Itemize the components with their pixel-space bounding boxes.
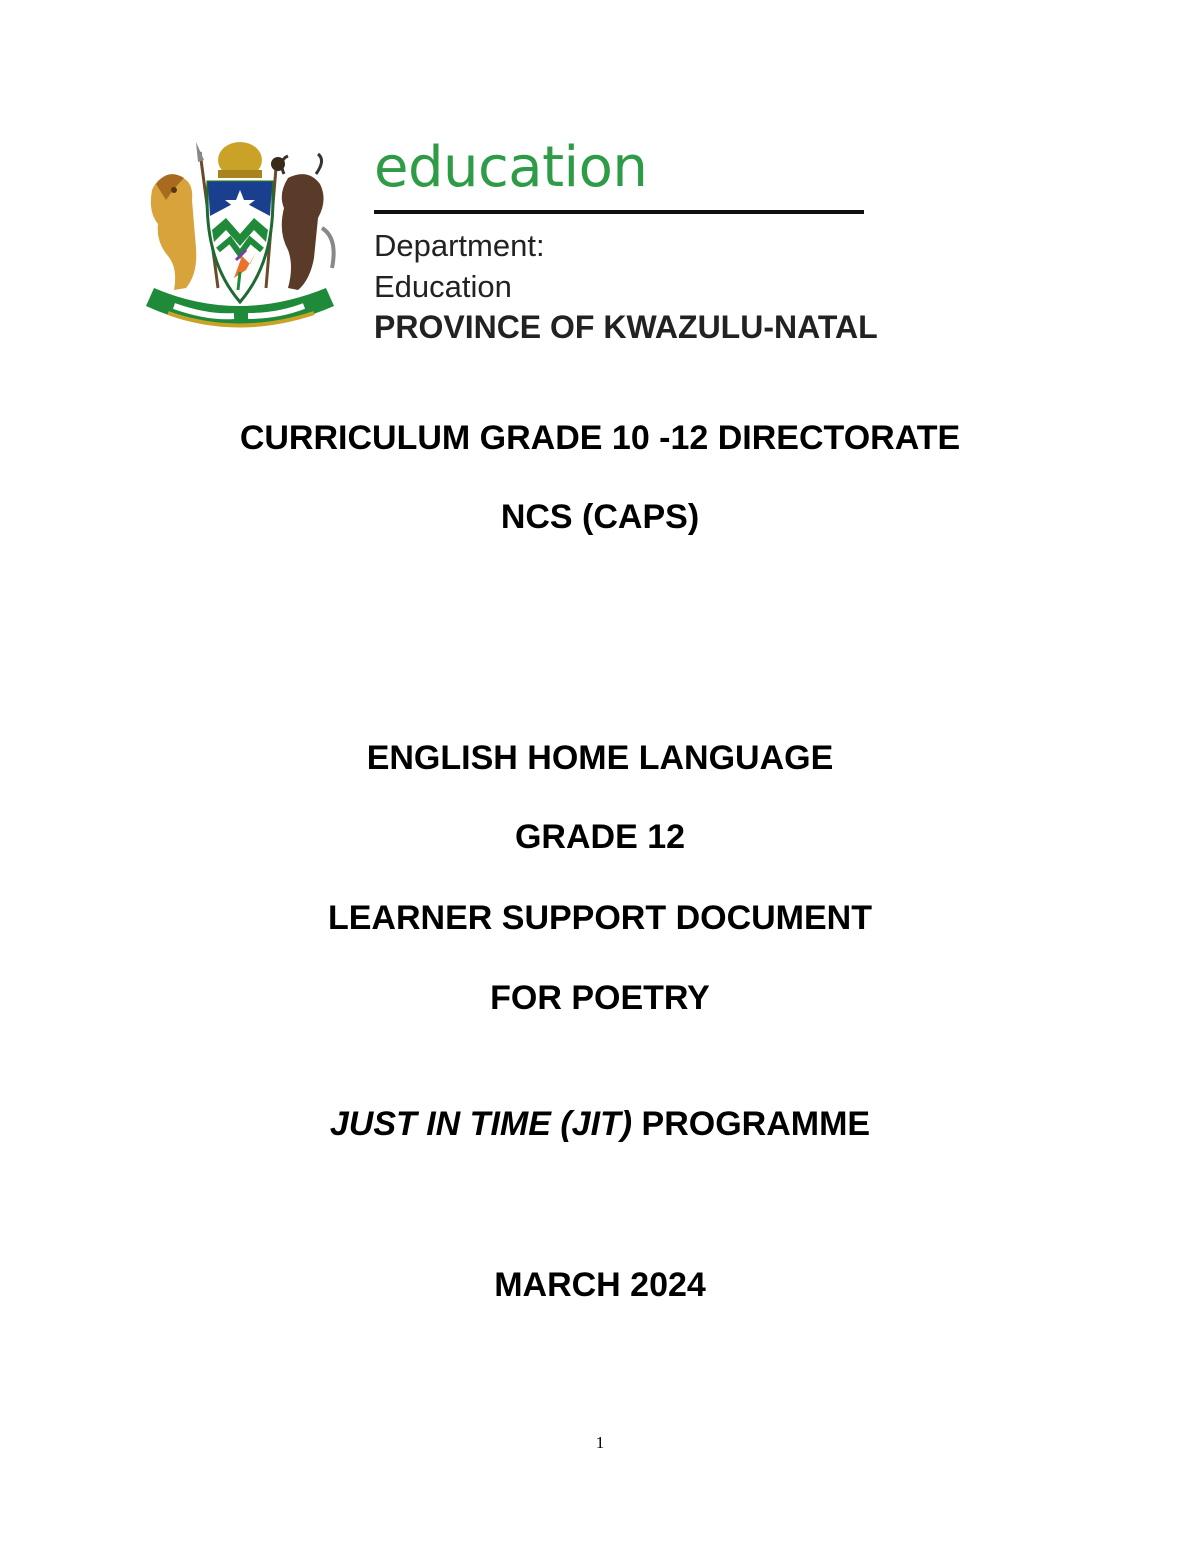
directorate-heading: CURRICULUM GRADE 10 -12 DIRECTORATE (239, 419, 961, 457)
province-name: PROVINCE OF KWAZULU-NATAL (374, 309, 878, 345)
brand-title: education (374, 135, 648, 200)
department-brand (374, 128, 934, 358)
focus-heading: FOR POETRY (490, 979, 710, 1017)
programme-rest: PROGRAMME (632, 1105, 871, 1143)
subject-heading: ENGLISH HOME LANGUAGE (366, 739, 834, 777)
coat-of-arms-icon (138, 138, 342, 344)
document-type-heading: LEARNER SUPPORT DOCUMENT (327, 899, 873, 937)
date-heading: MARCH 2024 (494, 1266, 706, 1304)
department-label: Department: (374, 228, 545, 263)
curriculum-heading: NCS (CAPS) (500, 498, 700, 536)
programme-italic: JUST IN TIME (JIT) (329, 1105, 633, 1143)
programme-heading (0, 1104, 1200, 1144)
department-name: Education (374, 269, 512, 304)
grade-heading: GRADE 12 (514, 818, 686, 856)
page-number: 1 (595, 1433, 605, 1452)
brand-divider (374, 210, 864, 214)
